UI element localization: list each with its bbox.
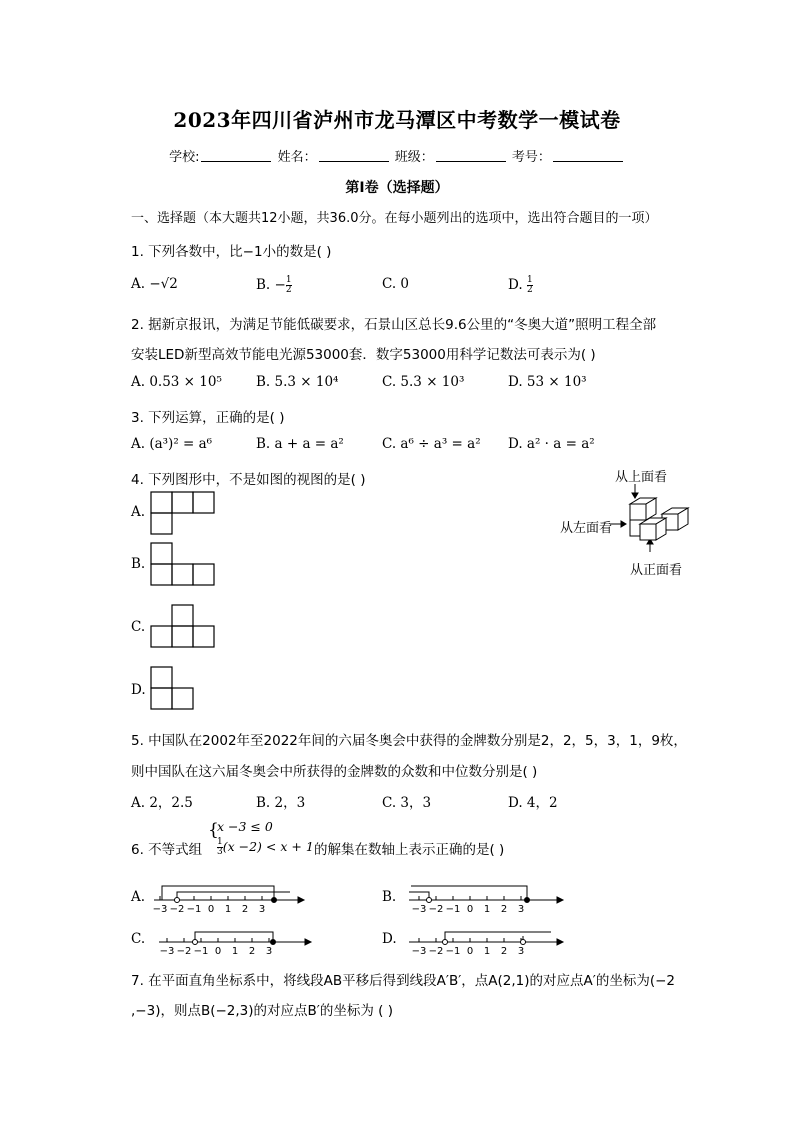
q2-option-d: D. 53 × 10³ [508, 374, 587, 390]
q4-figure-a [150, 491, 218, 535]
q6-label-c: C. [131, 931, 146, 947]
section-instruction: 一、选择题（本大题共12小题，共36.0分。在每小题列出的选项中，选出符合题目的一项） [131, 211, 658, 226]
svg-text:−1: −1 [193, 946, 209, 956]
q4-cube-figure [610, 482, 700, 554]
svg-text:0: 0 [214, 946, 222, 956]
exam-no-blank [553, 149, 623, 162]
q4-figure-b [150, 542, 218, 586]
q5-option-b: B. 2，3 [256, 795, 306, 811]
q1-stem: 1. 下列各数中，比−1小的数是( ) [131, 244, 332, 260]
q6-inequality-1: x −3 ≤ 0 [217, 819, 273, 834]
q5-option-d: D. 4，2 [508, 795, 558, 811]
view-left-label: 从左面看 [560, 521, 613, 536]
q2-stem-line1: 2. 据新京报讯，为满足节能低碳要求，石景山区总长9.6公里的“冬奥大道”照明工程全部 [131, 317, 657, 333]
svg-text:3: 3 [258, 904, 266, 914]
svg-text:2: 2 [248, 946, 256, 956]
q3-option-c: C. a⁶ ÷ a³ = a² [382, 436, 481, 452]
exam-no-label: 考号： [511, 150, 551, 165]
q1-option-b-label: B. − [256, 277, 286, 293]
q6-numberline-c [155, 920, 325, 956]
q1-option-b [256, 276, 292, 295]
q6-fraction: $\frac{1}{3}$ [217, 837, 223, 857]
svg-text:3: 3 [517, 946, 525, 956]
svg-text:0: 0 [207, 904, 215, 914]
q6-numberline-a [150, 878, 320, 914]
view-front-label: 从正面看 [630, 563, 683, 578]
name-label: 姓名： [277, 150, 317, 165]
svg-text:1: 1 [231, 946, 239, 956]
svg-text:0: 0 [466, 904, 474, 914]
svg-text:0: 0 [466, 946, 474, 956]
q1-option-c: C. 0 [382, 276, 410, 292]
q7-stem-line1: 7. 在平面直角坐标系中，将线段AB平移后得到线段A′B′，点A(2,1)的对应点A′的坐标为(−2 [131, 973, 676, 989]
class-label: 班级： [394, 150, 434, 165]
section-title: 第I卷（选择题） [345, 180, 449, 196]
svg-text:1: 1 [224, 904, 232, 914]
student-info-row [0, 146, 794, 165]
svg-text:3: 3 [265, 946, 273, 956]
q6-prefix: 6. 不等式组 [131, 842, 203, 858]
q5-option-a: A. 2，2.5 [131, 795, 193, 811]
svg-text:2: 2 [500, 946, 508, 956]
q6-suffix: 的解集在数轴上表示正确的是( ) [314, 842, 505, 858]
svg-text:−3: −3 [411, 946, 427, 956]
q1-option-d [508, 276, 533, 295]
q1-option-d-fraction: $\frac{1}{2}$ [526, 275, 533, 295]
q1-option-b-fraction: $\frac{1}{2}$ [285, 275, 292, 295]
q2-option-c: C. 5.3 × 10³ [382, 374, 465, 390]
q6-inequality-2: $\frac{1}{3}$ (x −2) < x + 1 [217, 837, 314, 857]
class-blank [436, 149, 506, 162]
svg-text:−1: −1 [186, 904, 202, 914]
q5-option-c: C. 3，3 [382, 795, 432, 811]
q6-numberline-d [405, 920, 575, 956]
svg-text:−2: −2 [428, 904, 444, 914]
q2-option-a: A. 0.53 × 10⁵ [131, 374, 222, 390]
q4-figure-d [150, 666, 198, 710]
svg-text:−3: −3 [159, 946, 175, 956]
q4-label-d: D. [131, 682, 146, 698]
q6-numberline-b [405, 878, 575, 914]
q1-option-d-label: D. [508, 277, 527, 293]
svg-text:3: 3 [517, 904, 525, 914]
q6-label-a: A. [131, 889, 146, 905]
q6-label-d: D. [382, 931, 397, 947]
svg-text:1: 1 [483, 904, 491, 914]
q2-option-b: B. 5.3 × 10⁴ [256, 374, 339, 390]
svg-text:−1: −1 [445, 946, 461, 956]
q1-option-a: A. −√2 [131, 276, 178, 292]
q4-label-c: C. [131, 619, 146, 635]
q5-stem-line2: 则中国队在这六届冬奥会中所获得的金牌数的众数和中位数分别是( ) [131, 764, 538, 780]
view-top-label: 从上面看 [615, 470, 668, 485]
exam-title: 2023年四川省泸州市龙马潭区中考数学一模试卷 [173, 108, 621, 132]
q3-option-d: D. a² · a = a² [508, 436, 595, 452]
q6-label-b: B. [382, 889, 397, 905]
q3-option-b: B. a + a = a² [256, 436, 344, 452]
svg-text:2: 2 [500, 904, 508, 914]
q3-option-a: A. (a³)² = a⁶ [131, 436, 213, 452]
q4-label-a: A. [131, 504, 146, 520]
svg-text:−3: −3 [411, 904, 427, 914]
name-blank [319, 149, 389, 162]
svg-text:2: 2 [241, 904, 249, 914]
svg-text:−2: −2 [176, 946, 192, 956]
q7-stem-line2: ,−3)，则点B(−2,3)的对应点B′的坐标为 ( ) [131, 1003, 393, 1019]
svg-text:−3: −3 [152, 904, 168, 914]
school-label: 学校: [169, 150, 200, 165]
svg-text:−2: −2 [169, 904, 185, 914]
q3-stem: 3. 下列运算，正确的是( ) [131, 410, 285, 426]
q4-stem: 4. 下列图形中，不是如图的视图的是( ) [131, 472, 366, 488]
q4-figure-c [150, 604, 218, 648]
q5-stem-line1: 5. 中国队在2002年至2022年间的六届冬奥会中获得的金牌数分别是2，2，5，3，1，9枚， [131, 733, 687, 749]
svg-text:−1: −1 [445, 904, 461, 914]
q4-label-b: B. [131, 556, 146, 572]
q2-stem-line2: 安装LED新型高效节能电光源53000套．数字53000用科学记数法可表示为( ) [131, 347, 596, 363]
svg-text:1: 1 [483, 946, 491, 956]
svg-text:−2: −2 [428, 946, 444, 956]
school-blank [201, 149, 271, 162]
q6-brace: { [208, 820, 219, 840]
